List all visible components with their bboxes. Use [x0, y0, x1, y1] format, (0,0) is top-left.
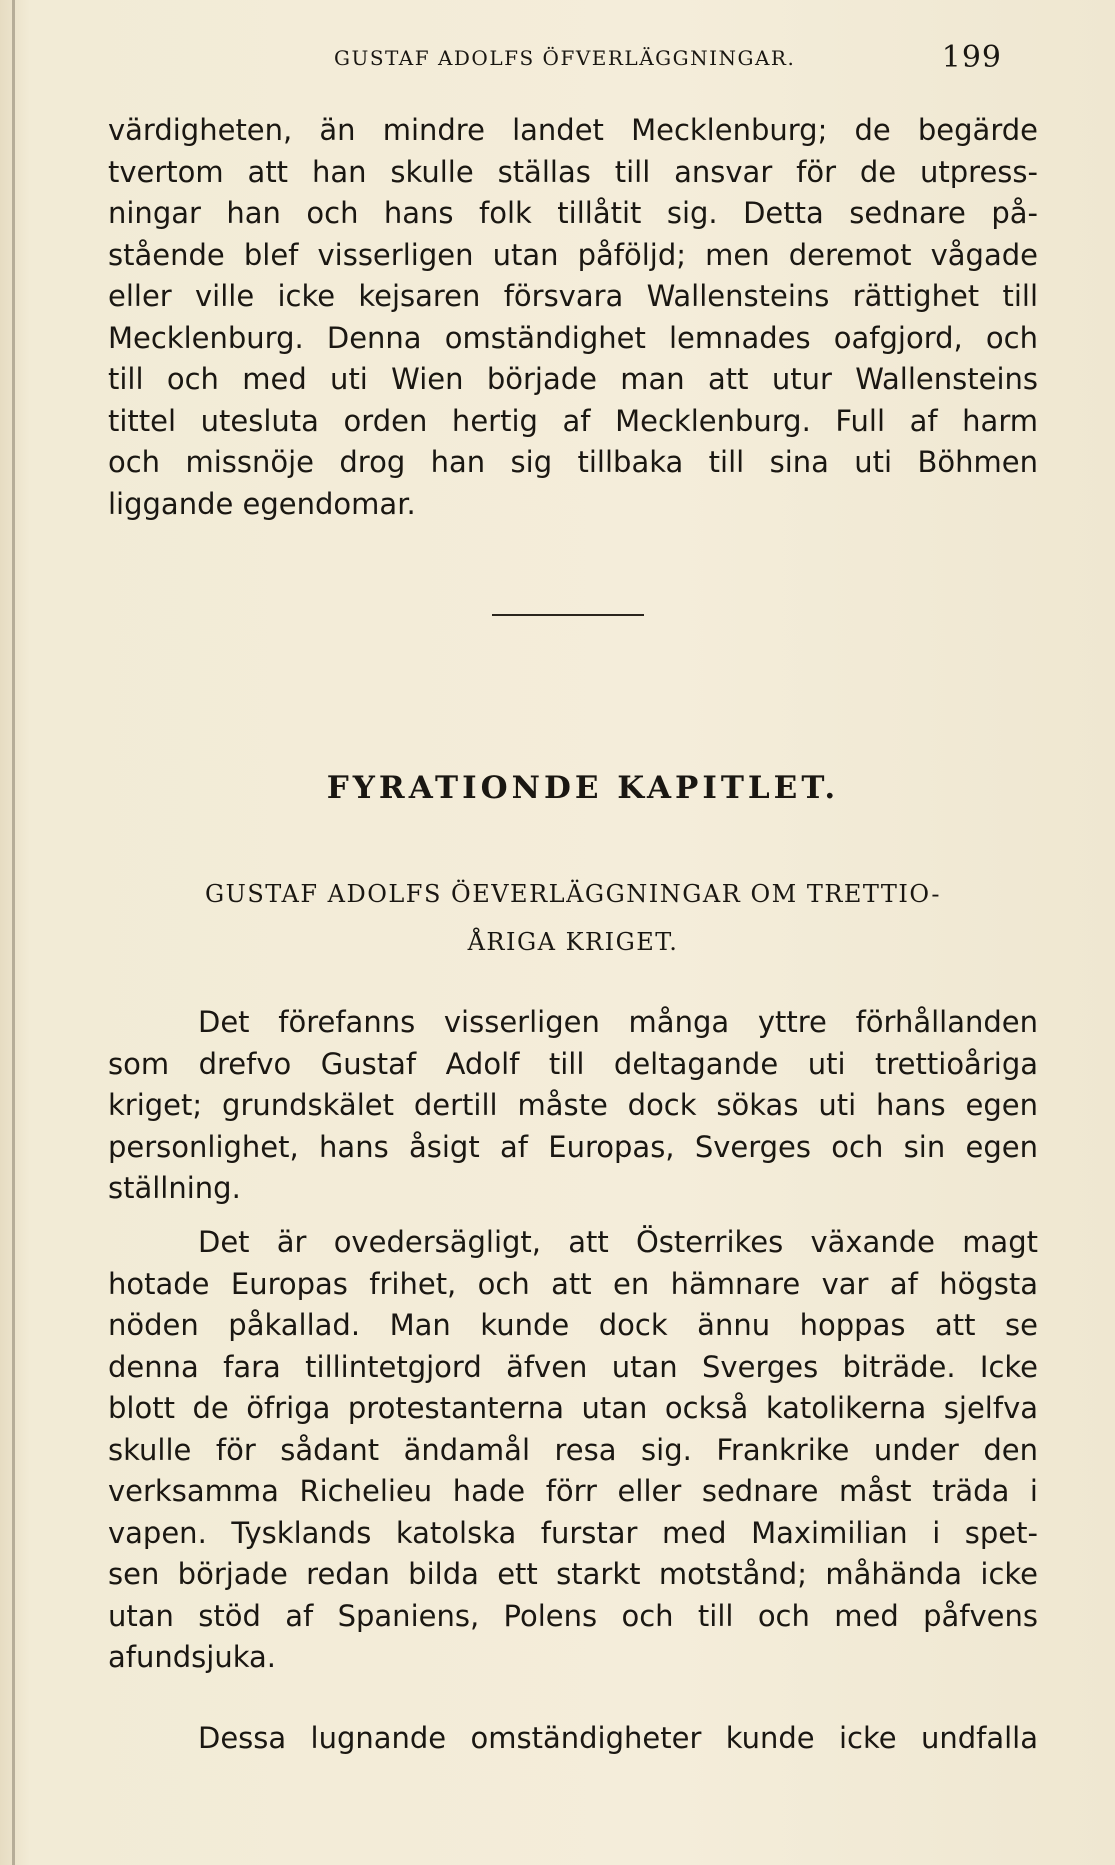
text-line: verksamma Richelieu hade förr eller sednare måst träda i	[108, 1474, 1038, 1508]
text-line: som drefvo Gustaf Adolf till deltagande uti trettioåriga	[108, 1046, 1038, 1081]
page-edge-shadow	[12, 0, 15, 1865]
paragraph	[108, 1718, 1038, 1760]
text-line: tittel utesluta orden hertig af Mecklenburg. Full af harm	[108, 403, 1038, 438]
text-line: eller ville icke kejsaren försvara Wallensteins rättighet till	[108, 279, 1038, 313]
text-line: värdigheten, än mindre landet Mecklenburg; de begärde	[108, 113, 1038, 147]
text-line: afundsjuka.	[108, 1640, 276, 1674]
text-line: vapen. Tysklands katolska furstar med Maximilian i spet-	[108, 1515, 1038, 1550]
text-line: tvertom att han skulle ställas till ansvar för de utpress-	[108, 154, 1038, 189]
text-line: Det förefanns visserligen många yttre förhållanden	[198, 1005, 1038, 1039]
text-line: Det är ovedersägligt, att Österrikes växande magt	[198, 1225, 1038, 1259]
text-line: ningar han och hans folk tillåtit sig. Detta sednare på-	[108, 196, 1038, 230]
text-line: skulle för sådant ändamål resa sig. Frankrike under den	[108, 1432, 1038, 1467]
text-line: och missnöje drog han sig tillbaka till sina uti Böhmen	[108, 445, 1038, 479]
text-line: utan stöd af Spaniens, Polens och till och med påfvens	[108, 1598, 1038, 1633]
chapter-subtitle	[108, 870, 1038, 966]
running-title: GUSTAF ADOLFS ÖFVERLÄGGNINGAR.	[334, 46, 796, 70]
text-line: Dessa lugnande omständigheter kunde icke undfalla	[198, 1721, 1038, 1755]
text-line: sen började redan bilda ett starkt motstånd; måhända icke	[108, 1557, 1038, 1591]
paragraph	[108, 1002, 1038, 1210]
paragraph-continued	[108, 110, 1038, 525]
text-line: kriget; grundskälet dertill måste dock sökas uti hans egen	[108, 1088, 1038, 1122]
section-divider	[492, 614, 644, 616]
running-header	[108, 42, 1038, 82]
text-line: Mecklenburg. Denna omständighet lemnades oafgjord, och	[108, 320, 1038, 355]
text-line: denna fara tillintetgjord äfven utan Sverges biträde. Icke	[108, 1349, 1038, 1384]
chapter-subtitle-line: ÅRIGA KRIGET.	[467, 928, 679, 956]
text-line: ställning.	[108, 1171, 241, 1205]
text-line: till och med uti Wien började man att utur Wallensteins	[108, 362, 1038, 396]
chapter-heading: FYRATIONDE KAPITLET.	[326, 770, 840, 806]
paragraph	[108, 1222, 1038, 1679]
chapter-subtitle-line: GUSTAF ADOLFS ÖEVERLÄGGNINGAR OM TRETTIO-	[204, 880, 942, 908]
text-line: personlighet, hans åsigt af Europas, Sverges och sin egen	[108, 1129, 1038, 1164]
text-line: blott de öfriga protestanterna utan också katolikerna sjelfva	[108, 1391, 1038, 1425]
text-line: hotade Europas frihet, och att en hämnare var af högsta	[108, 1266, 1038, 1301]
page-number: 199	[941, 40, 1002, 75]
text-line: nöden påkallad. Man kunde dock ännu hoppas att se	[108, 1308, 1038, 1342]
text-line: liggande egendomar.	[108, 486, 416, 521]
text-line: stående blef visserligen utan påföljd; men deremot vågade	[108, 237, 1038, 272]
